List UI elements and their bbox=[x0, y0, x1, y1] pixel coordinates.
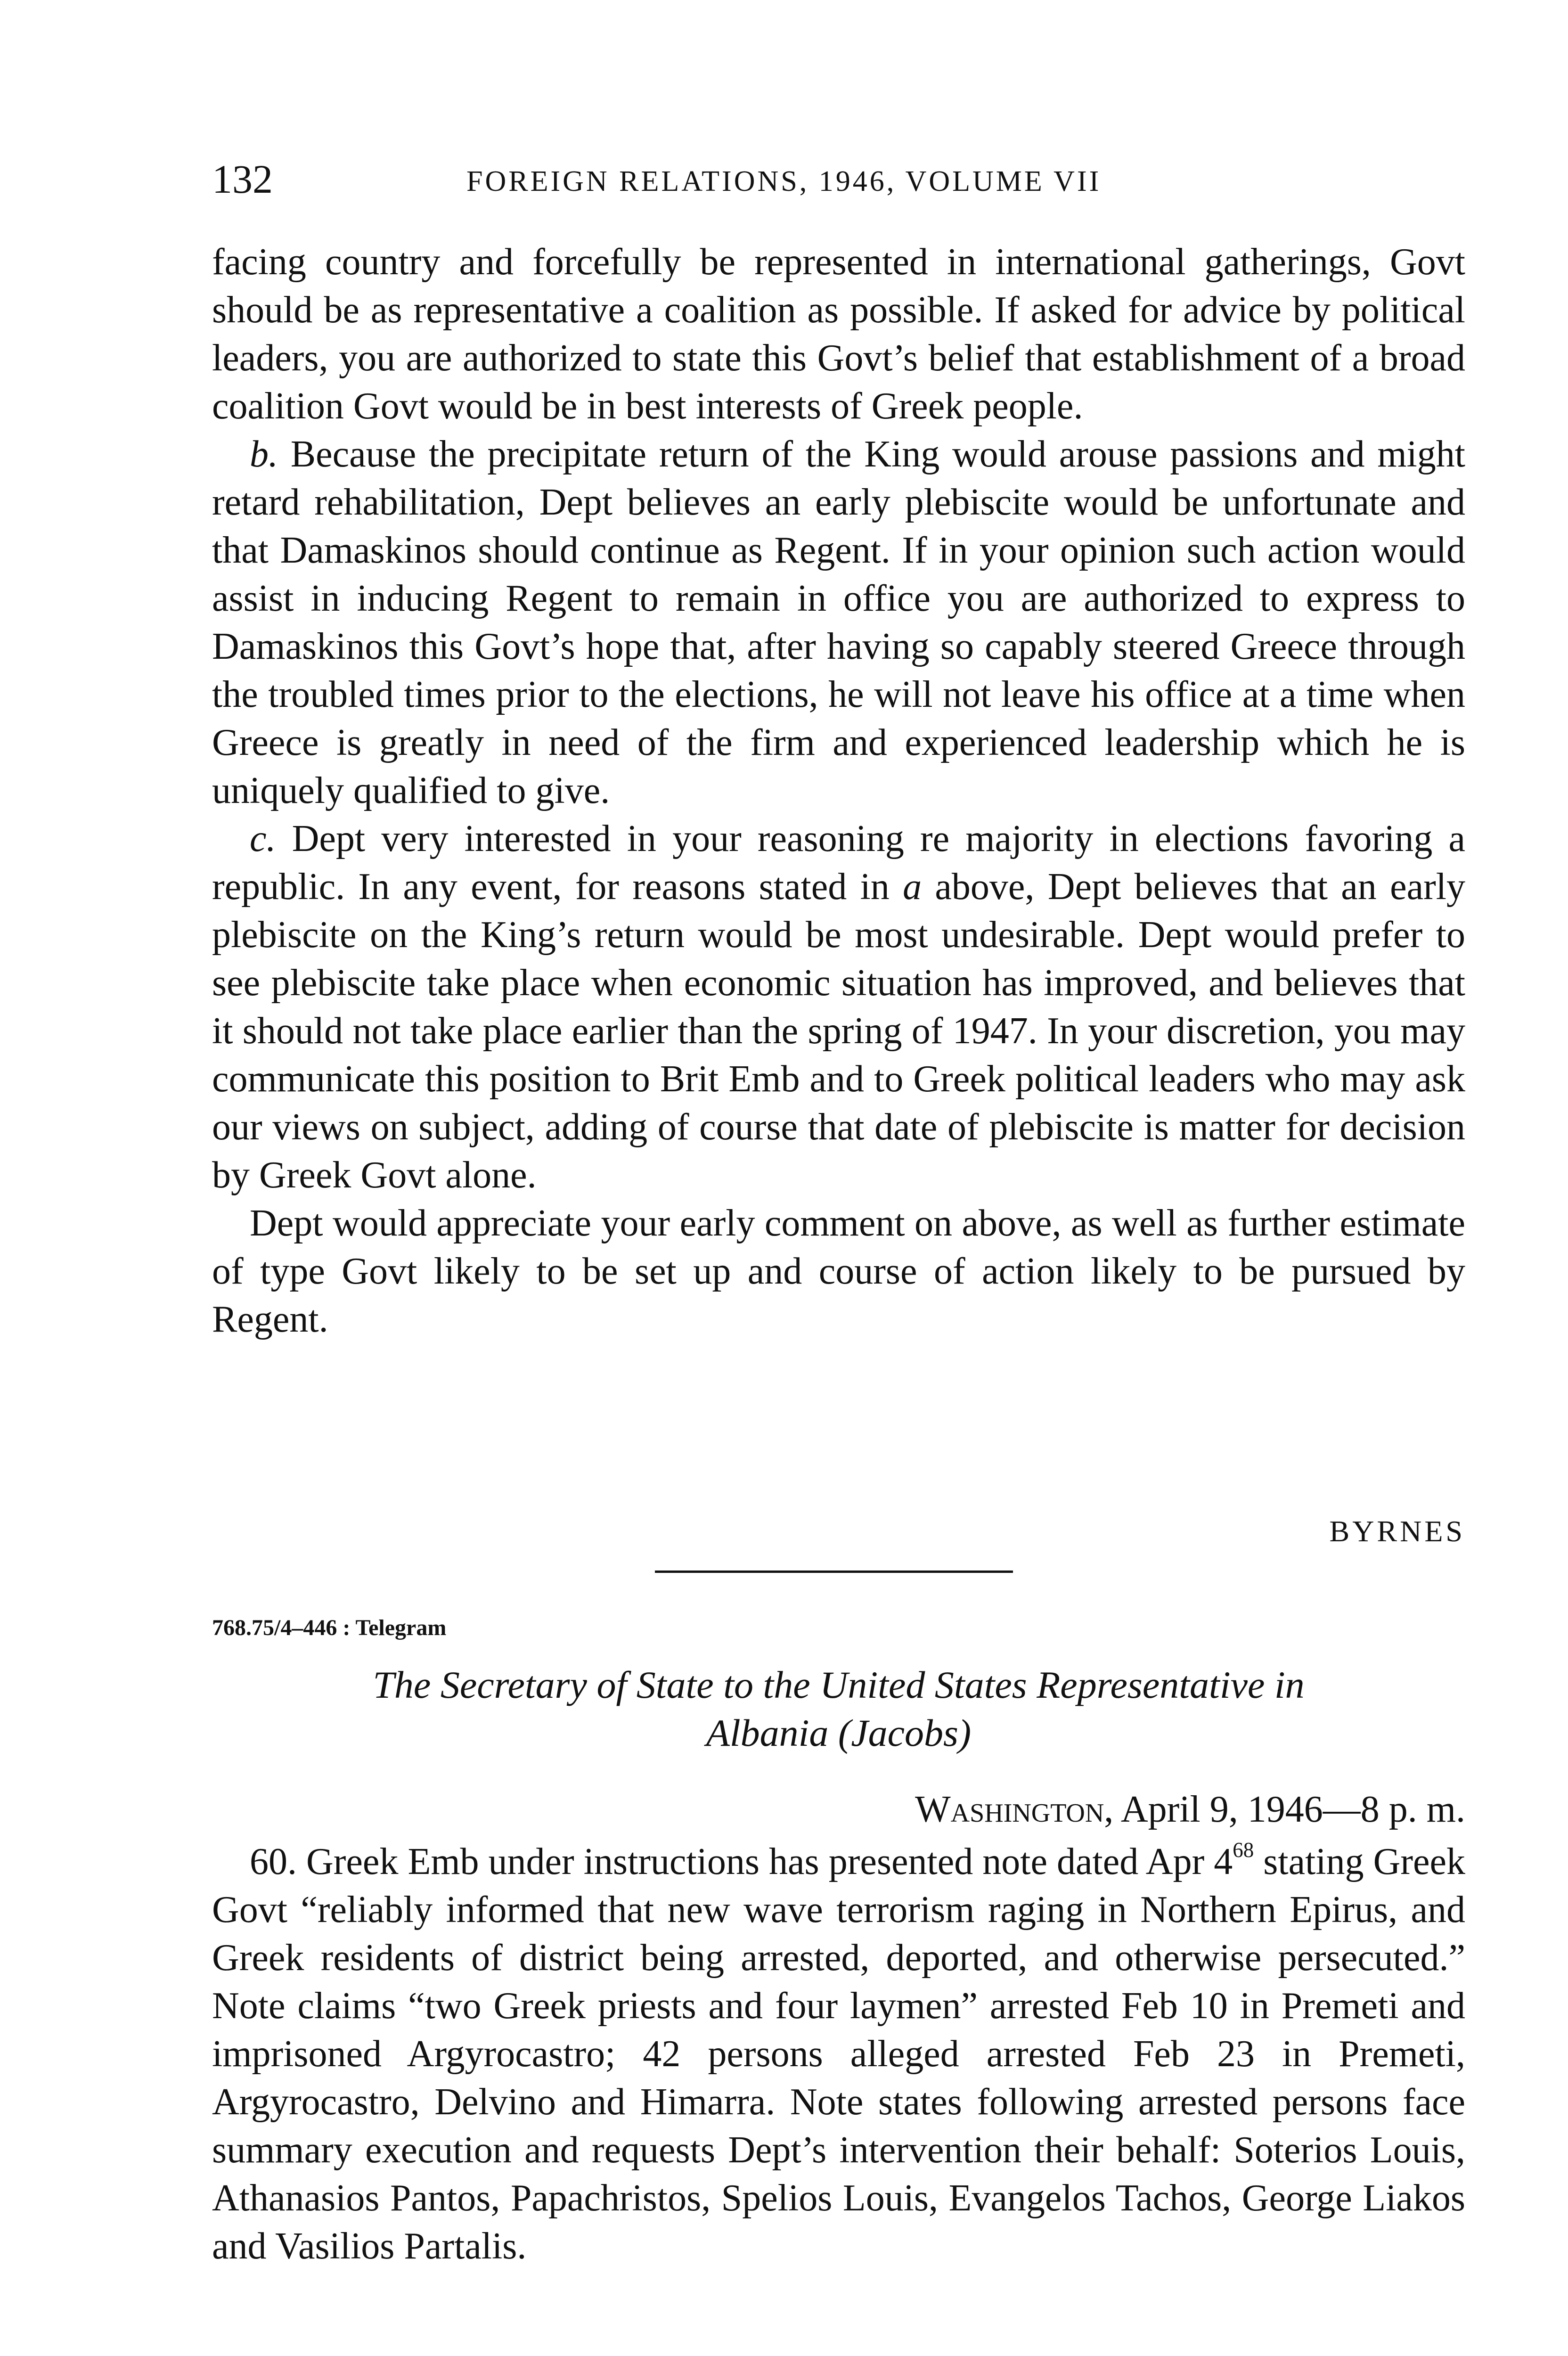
dateline bbox=[915, 1786, 1465, 1833]
running-head: FOREIGN RELATIONS, 1946, VOLUME VII bbox=[466, 165, 1102, 197]
dateline-place: Washington, bbox=[915, 1789, 1114, 1830]
dateline-date: April 9, 1946—8 p. m. bbox=[1113, 1789, 1465, 1830]
document-title bbox=[212, 1661, 1465, 1757]
telegram-text-2: stating Greek Govt “reliably informed that new wave terrorism raging in Northern Epirus, and Greek residents of district being arrested, deported, and otherwise persecuted.” Note claims “two Greek priests and four laymen” arrested Feb 10 in Premeti and imprisoned Argyrocastro; 42 persons alleged arrested Feb 23 in Premeti, Argyrocastro, Delvino and Himarra. Note states following arrested persons face summary execution and requests Dept’s intervention their behalf: Soterios Louis, Athanasios Pantos, Papachristos, Spelios Louis, Evangelos Tachos, George Liakos and Vasilios Partalis. bbox=[212, 1841, 1466, 2267]
document-title-line-1: The Secretary of State to the United States Representative in bbox=[373, 1663, 1305, 1706]
telegram-body bbox=[212, 1838, 1465, 2270]
paragraph-c-reference: a bbox=[903, 866, 922, 908]
paragraph-c bbox=[212, 815, 1465, 1199]
paragraph-final: Dept would appreciate your early comment on above, as well as further estimate of type Govt likely to be set up and course of action likely to be pursued by Regent. bbox=[212, 1203, 1465, 1340]
paragraph-a-continuation: facing country and forcefully be represented in international gatherings, Govt should be as representative a coalition as possible. If asked for advice by political leaders, you are authorized to state this Govt’s belief that establishment of a broad coalition Govt would be in best interests of Greek people. bbox=[212, 241, 1465, 427]
previous-telegram-continuation bbox=[212, 238, 1465, 1343]
section-divider bbox=[655, 1571, 1013, 1573]
paragraph-b-marker: b. bbox=[250, 434, 278, 475]
page-header bbox=[212, 155, 1465, 203]
signature-byrnes: BYRNES bbox=[1329, 1514, 1465, 1548]
paragraph-c-text-1: Dept very interested in your reasoning re majority in elections favoring a republic. In any event, for reasons stated in bbox=[212, 818, 1465, 908]
paragraph-b-text: Because the precipitate return of the King would arouse passions and might retard rehabilitation, Dept believes an early plebiscite would be unfortunate and that Damaskinos should continue as Regent. If in your opinion such action would assist in inducing Regent to remain in office you are authorized to express to Damaskinos this Govt’s hope that, after having so capably steered Greece through the troubled times prior to the elections, he will not leave his office at a time when Greece is greatly in need of the firm and experienced leadership which he is uniquely qualified to give. bbox=[212, 434, 1465, 811]
paragraph-b bbox=[212, 430, 1465, 815]
paragraph-c-marker: c. bbox=[250, 818, 276, 859]
paragraph-c-text-2: above, Dept believes that an early plebiscite on the King’s return would be most undesirable. Dept would prefer to see plebiscite take place when economic situation has improved, and believes that it should not take place earlier than the spring of 1947. In your discretion, you may communicate this position to Brit Emb and to Greek political leaders who may ask our views on subject, adding of course that date of plebiscite is matter for decision by Greek Govt alone. bbox=[212, 866, 1465, 1196]
page-number: 132 bbox=[212, 156, 273, 202]
file-reference: 768.75/4–446 : Telegram bbox=[212, 1615, 447, 1640]
document-title-line-2: Albania (Jacobs) bbox=[706, 1711, 972, 1754]
telegram-paragraph-60 bbox=[212, 1838, 1465, 2270]
telegram-text-1: 60. Greek Emb under instructions has presented note dated Apr 4 bbox=[250, 1841, 1233, 1882]
footnote-reference[interactable]: 68 bbox=[1233, 1838, 1254, 1862]
